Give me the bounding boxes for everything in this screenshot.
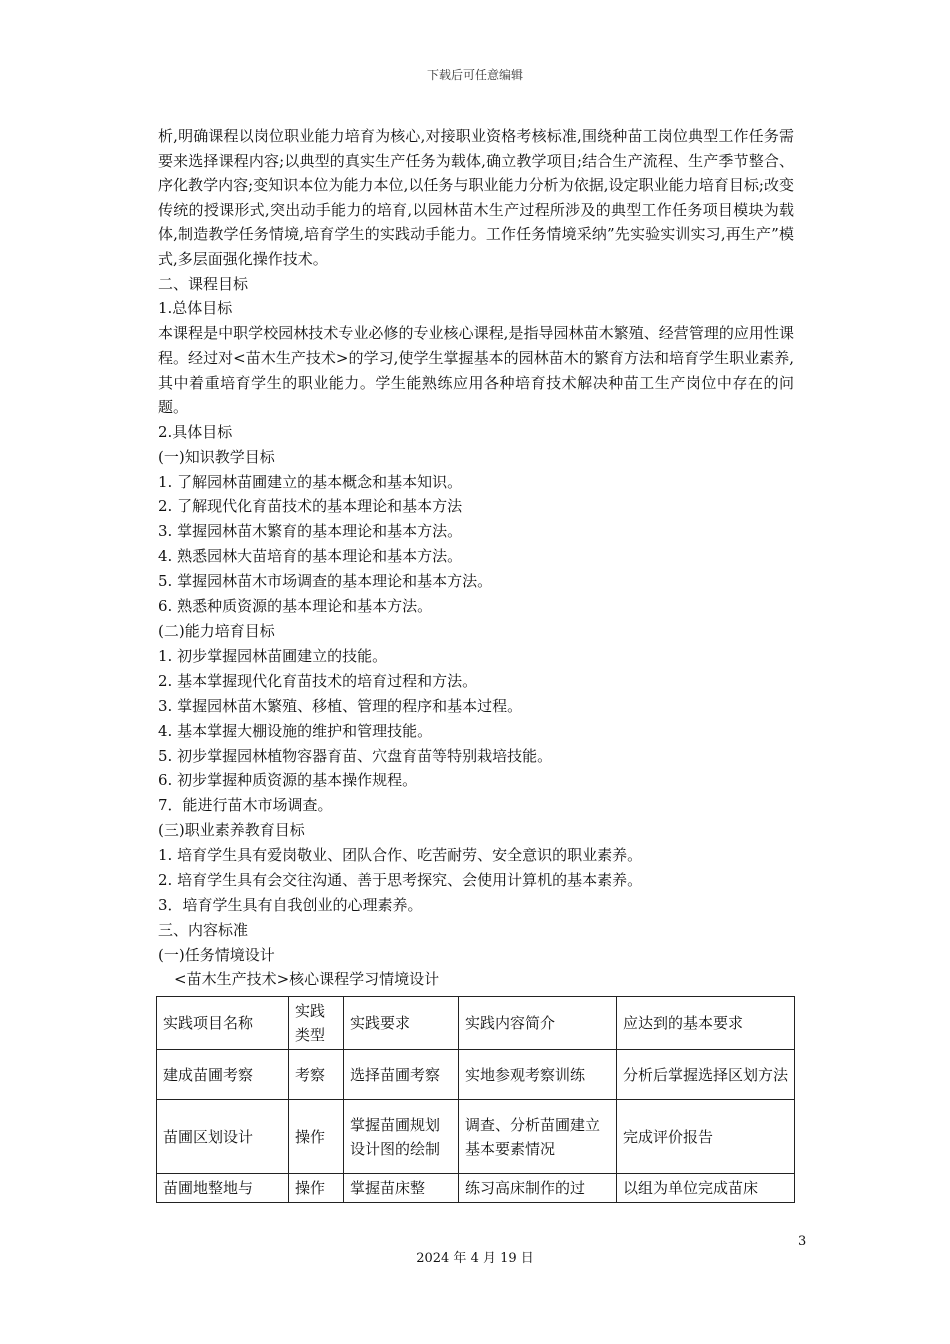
knowledge-item: 1. 了解园林苗圃建立的基本概念和基本知识。 xyxy=(158,472,463,491)
knowledge-item: 5. 掌握园林苗木市场调查的基本理论和基本方法。 xyxy=(158,572,493,591)
header-cell: 实践要求 xyxy=(344,997,459,1050)
document-body xyxy=(158,124,794,990)
page-number: 3 xyxy=(798,1234,807,1249)
table-cell: 考察 xyxy=(289,1050,344,1100)
ability-item: 5. 初步掌握园林植物容器育苗、穴盘育苗等特别栽培技能。 xyxy=(158,746,553,765)
ability-item: 6. 初步掌握种质资源的基本操作规程。 xyxy=(158,771,418,790)
knowledge-item: 2. 了解现代化育苗技术的基本理论和基本方法 xyxy=(158,497,463,516)
intro-paragraph: 析,明确课程以岗位职业能力培育为核心,对接职业资格考核标准,围绕种苗工岗位典型工作任务需要来选择课程内容;以典型的真实生产任务为载体,确立教学项目;结合生产流程、生产季节整合、序化教学内容;变知识本位为能力本位,以任务与职业能力分析为依据,设定职业能力培育目标;改变传统的授课形式,突出动手能力的培育,以园林苗木生产过程所涉及的典型工作任务项目模块为载体,制造教学任务情境,培育学生的实践动手能力。工作任务情境采纳”先实验实训实习,再生产”模式,多层面强化操作技术。 xyxy=(158,127,794,268)
ability-item: 2. 基本掌握现代化育苗技术的培育过程和方法。 xyxy=(158,671,478,690)
header-cell: 实践内容简介 xyxy=(459,997,617,1050)
practice-table xyxy=(156,996,795,1203)
quality-item: 1. 培育学生具有爱岗敬业、团队合作、吃苦耐劳、安全意识的职业素养。 xyxy=(158,846,643,865)
table-cell: 掌握苗圃规划设计图的绘制 xyxy=(344,1100,459,1174)
quality-item: 3．培育学生具有自我创业的心理素养。 xyxy=(158,895,423,914)
table-cell: 调查、分析苗圃建立基本要素情况 xyxy=(459,1100,617,1174)
ability-item: 1. 初步掌握园林苗圃建立的技能。 xyxy=(158,646,388,665)
task-design-heading: (一)任务情境设计 xyxy=(158,945,275,964)
table-cell: 练习高床制作的过 xyxy=(459,1174,617,1203)
table-cell: 操作 xyxy=(289,1174,344,1203)
table-row xyxy=(157,1100,795,1174)
header-cell: 实践项目名称 xyxy=(157,997,289,1050)
table-caption: <苗木生产技术>核心课程学习情境设计 xyxy=(174,969,440,988)
ability-item: 4. 基本掌握大棚设施的维护和管理技能。 xyxy=(158,721,433,740)
specific-goal-heading: 2.具体目标 xyxy=(158,422,233,441)
quality-item: 2. 培育学生具有会交往沟通、善于思考探究、会使用计算机的基本素养。 xyxy=(158,871,643,890)
footer-date: 2024 年 4 月 19 日 xyxy=(416,1251,534,1266)
table-row xyxy=(157,1174,795,1203)
section-heading-course-goals: 二、课程目标 xyxy=(158,274,249,293)
table-cell: 建成苗圃考察 xyxy=(157,1050,289,1100)
table-cell: 操作 xyxy=(289,1100,344,1174)
overall-goal-heading: 1.总体目标 xyxy=(158,299,233,318)
ability-item: 7．能进行苗木市场调查。 xyxy=(158,796,333,815)
table-header-row xyxy=(157,997,795,1050)
knowledge-item: 6. 熟悉种质资源的基本理论和基本方法。 xyxy=(158,597,433,616)
page-header: 下载后可任意编辑 xyxy=(426,68,523,82)
ability-goal-heading: (二)能力培育目标 xyxy=(158,622,275,640)
knowledge-item: 4. 熟悉园林大苗培育的基本理论和基本方法。 xyxy=(158,547,463,566)
table-cell: 以组为单位完成苗床 xyxy=(617,1174,795,1203)
knowledge-item: 3. 掌握园林苗木繁育的基本理论和基本方法。 xyxy=(158,522,463,541)
header-cell: 实践类型 xyxy=(289,997,344,1050)
table-cell: 选择苗圃考察 xyxy=(344,1050,459,1100)
overall-goal-paragraph: 本课程是中职学校园林技术专业必修的专业核心课程,是指导园林苗木繁殖、经营管理的应用性课程。经过对<苗木生产技术>的学习,使学生掌握基本的园林苗木的繁育方法和培育学生职业素养,其中着重培育学生的职业能力。学生能熟练应用各种培育技术解决种苗工生产岗位中存在的问题。 xyxy=(158,324,794,417)
table-cell: 苗圃区划设计 xyxy=(157,1100,289,1174)
table-cell: 分析后掌握选择区划方法 xyxy=(617,1050,795,1100)
table-row xyxy=(157,1050,795,1100)
table-cell: 实地参观考察训练 xyxy=(459,1050,617,1100)
table-cell: 苗圃地整地与 xyxy=(157,1174,289,1203)
table-cell: 完成评价报告 xyxy=(617,1100,795,1174)
knowledge-goal-heading: (一)知识教学目标 xyxy=(158,447,275,466)
section-heading-content-standard: 三、内容标准 xyxy=(158,920,249,939)
quality-goal-heading: (三)职业素养教育目标 xyxy=(158,821,305,840)
header-cell: 应达到的基本要求 xyxy=(617,997,795,1050)
table-cell: 掌握苗床整 xyxy=(344,1174,459,1203)
ability-item: 3. 掌握园林苗木繁殖、移植、管理的程序和基本过程。 xyxy=(158,696,523,715)
